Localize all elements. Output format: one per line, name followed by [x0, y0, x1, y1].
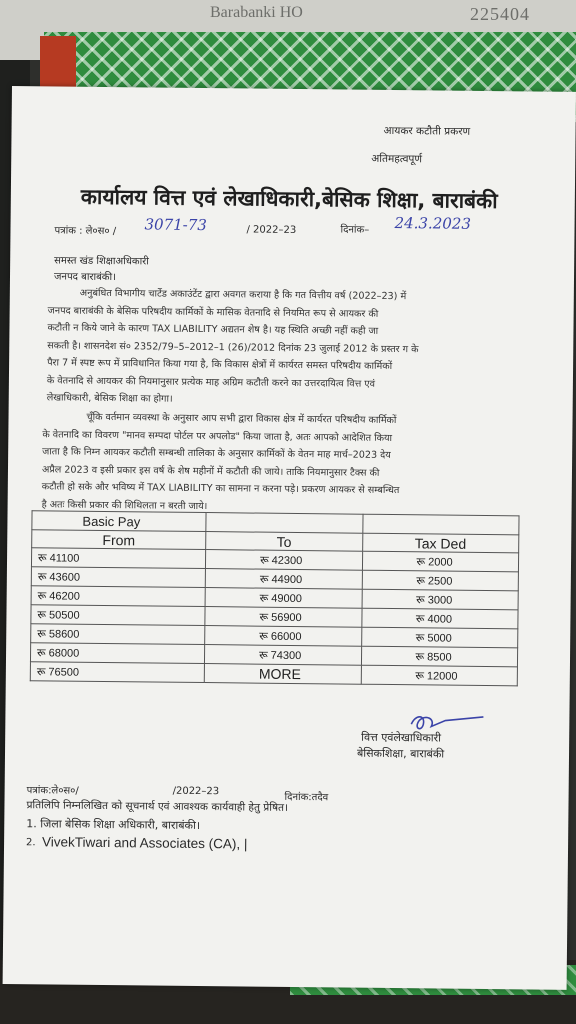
- cell-from: रू 41100: [31, 548, 205, 569]
- cell-tax: रू 4000: [361, 608, 518, 629]
- cell-to: रू 49000: [205, 588, 362, 609]
- ledger-text-right: 225404: [470, 4, 530, 24]
- office-title: कार्यालय वित्त एवं लेखाधिकारी,बेसिक शिक्षा, बाराबंकी: [80, 184, 498, 214]
- date-prefix: दिनांक–: [340, 224, 370, 236]
- paragraph-2: [42, 408, 521, 518]
- subject-label: आयकर कटौती प्रकरण: [383, 124, 471, 138]
- addressee-line-2: जनपद बाराबंकी।: [53, 271, 116, 284]
- cell-tax: रू 5000: [361, 627, 518, 648]
- para1-line: लेखाधिकारी, बेसिक शिक्षा का होगा।: [46, 392, 173, 405]
- copy-item-2-number: 2.: [26, 837, 36, 849]
- table-row: [30, 662, 517, 686]
- col-tax-header: Tax Ded: [362, 533, 519, 553]
- cell-to: रू 66000: [205, 626, 362, 647]
- para1-line: कटौती न किये जाने के कारण TAX LIABILITY अद्यतन शेष है। यह स्थिति अच्छी नहीं कही जा: [47, 322, 379, 337]
- cell-from: रू 50500: [31, 605, 205, 626]
- cell-from: रू 76500: [30, 662, 204, 683]
- urgency-label: अतिमहत्वपूर्ण: [371, 152, 423, 166]
- cell-tax: रू 12000: [361, 665, 518, 686]
- basic-pay-header: Basic Pay: [32, 511, 206, 532]
- tax-table: [30, 510, 520, 686]
- para1-line: पैरा 7 में स्पष्ट रूप में प्राविधानित किया गया है, कि विकास क्षेत्रों में कार्यरत समस्त परिषदीय कार्मिकों: [47, 357, 393, 372]
- cell-from: रू 46200: [31, 586, 205, 607]
- para1-line: सकती है। शासनदेश सं० 2352/79–5–2012–1 (26)/2012 दिनांक 23 जुलाई 2012 के प्रस्तर ग के: [47, 339, 419, 355]
- footer-date: दिनांक:तदैव: [284, 791, 329, 804]
- copy-item-1: 1. जिला बेसिक शिक्षा अधिकारी, बाराबंकी।: [26, 817, 201, 833]
- letter-paper: [3, 86, 576, 990]
- cell-tax: रू 8500: [361, 646, 518, 667]
- copy-line: प्रतिलिपि निम्नलिखित को सूचनार्थ एवं आवश्यक कार्यवाही हेतु प्रेषित।: [26, 799, 289, 814]
- addressee-line-1: समस्त खंड शिक्षाअधिकारी: [54, 255, 149, 268]
- ref-prefix: पत्रांक : ले०स० /: [54, 225, 117, 238]
- footer-year: /2022–23: [172, 785, 220, 798]
- footer-ref: पत्रांक:ले०स०/: [26, 785, 79, 797]
- cell-from: रू 68000: [30, 643, 204, 664]
- cell-to: MORE: [204, 664, 361, 685]
- para1-line: अनुबंधित विभागीय चार्टेड अकाउंटेंट द्वारा अवगत कराया है कि गत वित्तीय वर्ष (2022–23) में: [79, 287, 407, 303]
- ledger-text-left: Barabanki HO: [210, 4, 303, 21]
- cell-tax: रू 2000: [362, 551, 519, 572]
- signature-title: वित्त एवंलेखाधिकारी: [361, 730, 442, 745]
- copy-item-2: VivekTiwari and Associates (CA), |: [42, 834, 248, 852]
- col-from-header: From: [32, 530, 206, 550]
- date-handwritten: 24.3.2023: [394, 214, 472, 233]
- ref-year: / 2022–23: [246, 224, 297, 236]
- cell-to: रू 74300: [205, 645, 362, 666]
- cell-to: रू 42300: [206, 550, 363, 571]
- para1-line: जनपद बाराबंकी के बेसिक परिषदीय कार्मिकों के मासिक वेतनादि से नियमित रूप से आयकर की: [47, 304, 379, 320]
- para2-line: जाता है कि निम्न आयकर कटौती सम्बन्धी तालिका के अनुसार कार्मिकों के वेतन माह मार्च–2023 देय: [42, 446, 391, 461]
- paragraph-1: [47, 284, 526, 411]
- cell-to: रू 56900: [205, 607, 362, 628]
- para2-line: अप्रैल 2023 व इसी प्रकार इस वर्ष के शेष महीनों में कटौती की जाये। ताकि नियमानुसार टैक्स की: [41, 463, 380, 479]
- cell-from: रू 43600: [31, 567, 205, 588]
- cell-tax: रू 2500: [362, 570, 519, 591]
- para2-line: चूँकि वर्तमान व्यवस्था के अनुसार आप सभी द्वारा विकास क्षेत्र में कार्यरत परिषदीय कार्मिकों: [86, 411, 397, 427]
- para2-line: कटौती हो सके और भविष्य में TAX LIABILITY का सामना न करना पड़े। प्रकरण आयकर से सम्बन्धित: [41, 481, 400, 497]
- para2-line: के वेतनादि का विवरण "मानव सम्पदा पोर्टल पर अपलोड" किया जाता है, अतः आपको आदेशित किया: [42, 428, 393, 444]
- cell-from: रू 58600: [31, 624, 205, 645]
- ref-number-handwritten: 3071-73: [144, 215, 207, 235]
- col-to-header: To: [206, 532, 363, 552]
- para1-line: के वेतनादि से आयकर की नियमानुसार प्रत्येक माह अग्रिम कटौती करने का उत्तरदायित्व वित्त एवं: [46, 374, 375, 390]
- para2-line: है अतः किसी प्रकार की शिथिलता न बरती जाये।: [41, 498, 208, 512]
- cell-tax: रू 3000: [362, 589, 519, 610]
- cell-to: रू 44900: [205, 569, 362, 590]
- signature-office: बेसिकशिक्षा, बाराबंकी: [356, 746, 445, 761]
